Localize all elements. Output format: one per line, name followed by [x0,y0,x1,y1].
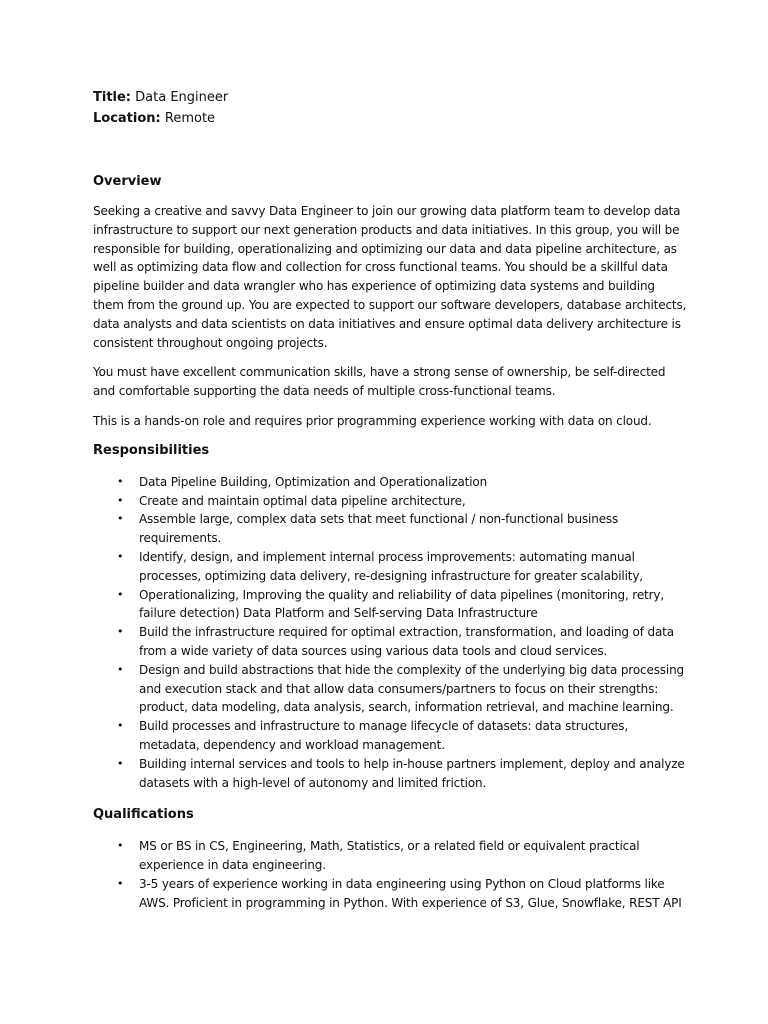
overview-paragraph-1: Seeking a creative and savvy Data Engineer to join our growing data platform team to develop data infrastructure to support our next generation products and data initiatives. In this group, you will be responsible for building, operationalizing and optimizing our data and data pipeline architecture, as well as optimizing data flow and collection for cross functional teams. You should be a skillful data pipeline builder and data wrangler who has experience of optimizing data systems and building them from the ground up. You are expected to support our software developers, database architects, data analysts and data scientists on data initiatives and ensure optimal data delivery architecture is consistent throughout ongoing projects. [93,204,687,350]
list-item [93,492,688,511]
list-item [93,837,688,875]
list-item [93,875,688,913]
job-title-label: Title: [93,90,132,105]
qualifications-heading: Qualifications [93,807,194,823]
bullet-icon: • [117,756,124,770]
bullet-icon: • [117,662,124,676]
list-item [93,661,688,717]
list-item-text: Assemble large, complex data sets that meet functional / non-functional business requirements. [139,512,619,546]
bullet-icon: • [117,719,124,733]
job-location-value: Remote [160,111,216,126]
list-item-text: Build the infrastructure required for optimal extraction, transformation, and loading of data from a wide variety of data sources using various data tools and cloud services. [139,625,674,658]
list-item [93,623,688,661]
job-location-line [93,108,688,129]
list-item-text: Operationalizing, Improving the quality and reliability of data pipelines (monitoring, retry, failure detection) Data Platform and Self-serving Data Infrastructure [139,587,665,621]
job-location-label: Location: [93,111,161,126]
bullet-icon: • [117,493,124,507]
list-item-text: Build processes and infrastructure to manage lifecycle of datasets: data structures, metadata, dependency and workload management. [139,719,629,752]
list-item-text: Create and maintain optimal data pipeline architecture, [139,493,466,508]
list-item [93,755,688,793]
overview-heading: Overview [93,174,162,189]
qualifications-list [93,837,688,912]
bullet-icon: • [117,625,124,639]
list-item [93,510,688,548]
list-item-text: 3-5 years of experience working in data engineering using Python on Cloud platforms like AWS. Proficient in programming in Python. With experience of S3, Glue, Snowflake, REST API [139,876,682,910]
list-item [93,473,688,492]
list-item-text: Identify, design, and implement internal process improvements: automating manual processes, optimizing data delivery, re-designing infrastructure for greater scalability, [139,549,643,583]
bullet-icon: • [117,549,124,563]
overview-paragraph-2: You must have excellent communication skills, have a strong sense of ownership, be self-directed and comfortable supporting the data needs of multiple cross-functional teams. [93,365,666,399]
list-item-text: Design and build abstractions that hide the complexity of the underlying big data processing and execution stack and that allow data consumers/partners to focus on their strengths: product, data modeling, data analysis, search, information retrieval, and machine learning. [139,662,685,715]
bullet-icon: • [117,876,124,890]
job-title-value: Data Engineer [131,90,229,105]
list-item-text: MS or BS in CS, Engineering, Math, Statistics, or a related field or equivalent practical experience in data engineering. [139,839,640,873]
job-title-line [93,87,688,108]
bullet-icon: • [117,839,124,853]
bullet-icon: • [117,474,124,488]
bullet-icon: • [117,587,124,601]
responsibilities-list [93,473,688,793]
list-item [93,586,688,624]
list-item [93,717,688,755]
list-item [93,548,688,586]
list-item-text: Building internal services and tools to help in-house partners implement, deploy and analyze datasets with a high-level of autonomy and limited friction. [139,756,685,790]
list-item-text: Data Pipeline Building, Optimization and Operationalization [139,474,488,489]
responsibilities-heading: Responsibilities [93,442,210,458]
bullet-icon: • [117,512,124,526]
overview-paragraph-3: This is a hands-on role and requires prior programming experience working with data on cloud. [93,413,652,428]
